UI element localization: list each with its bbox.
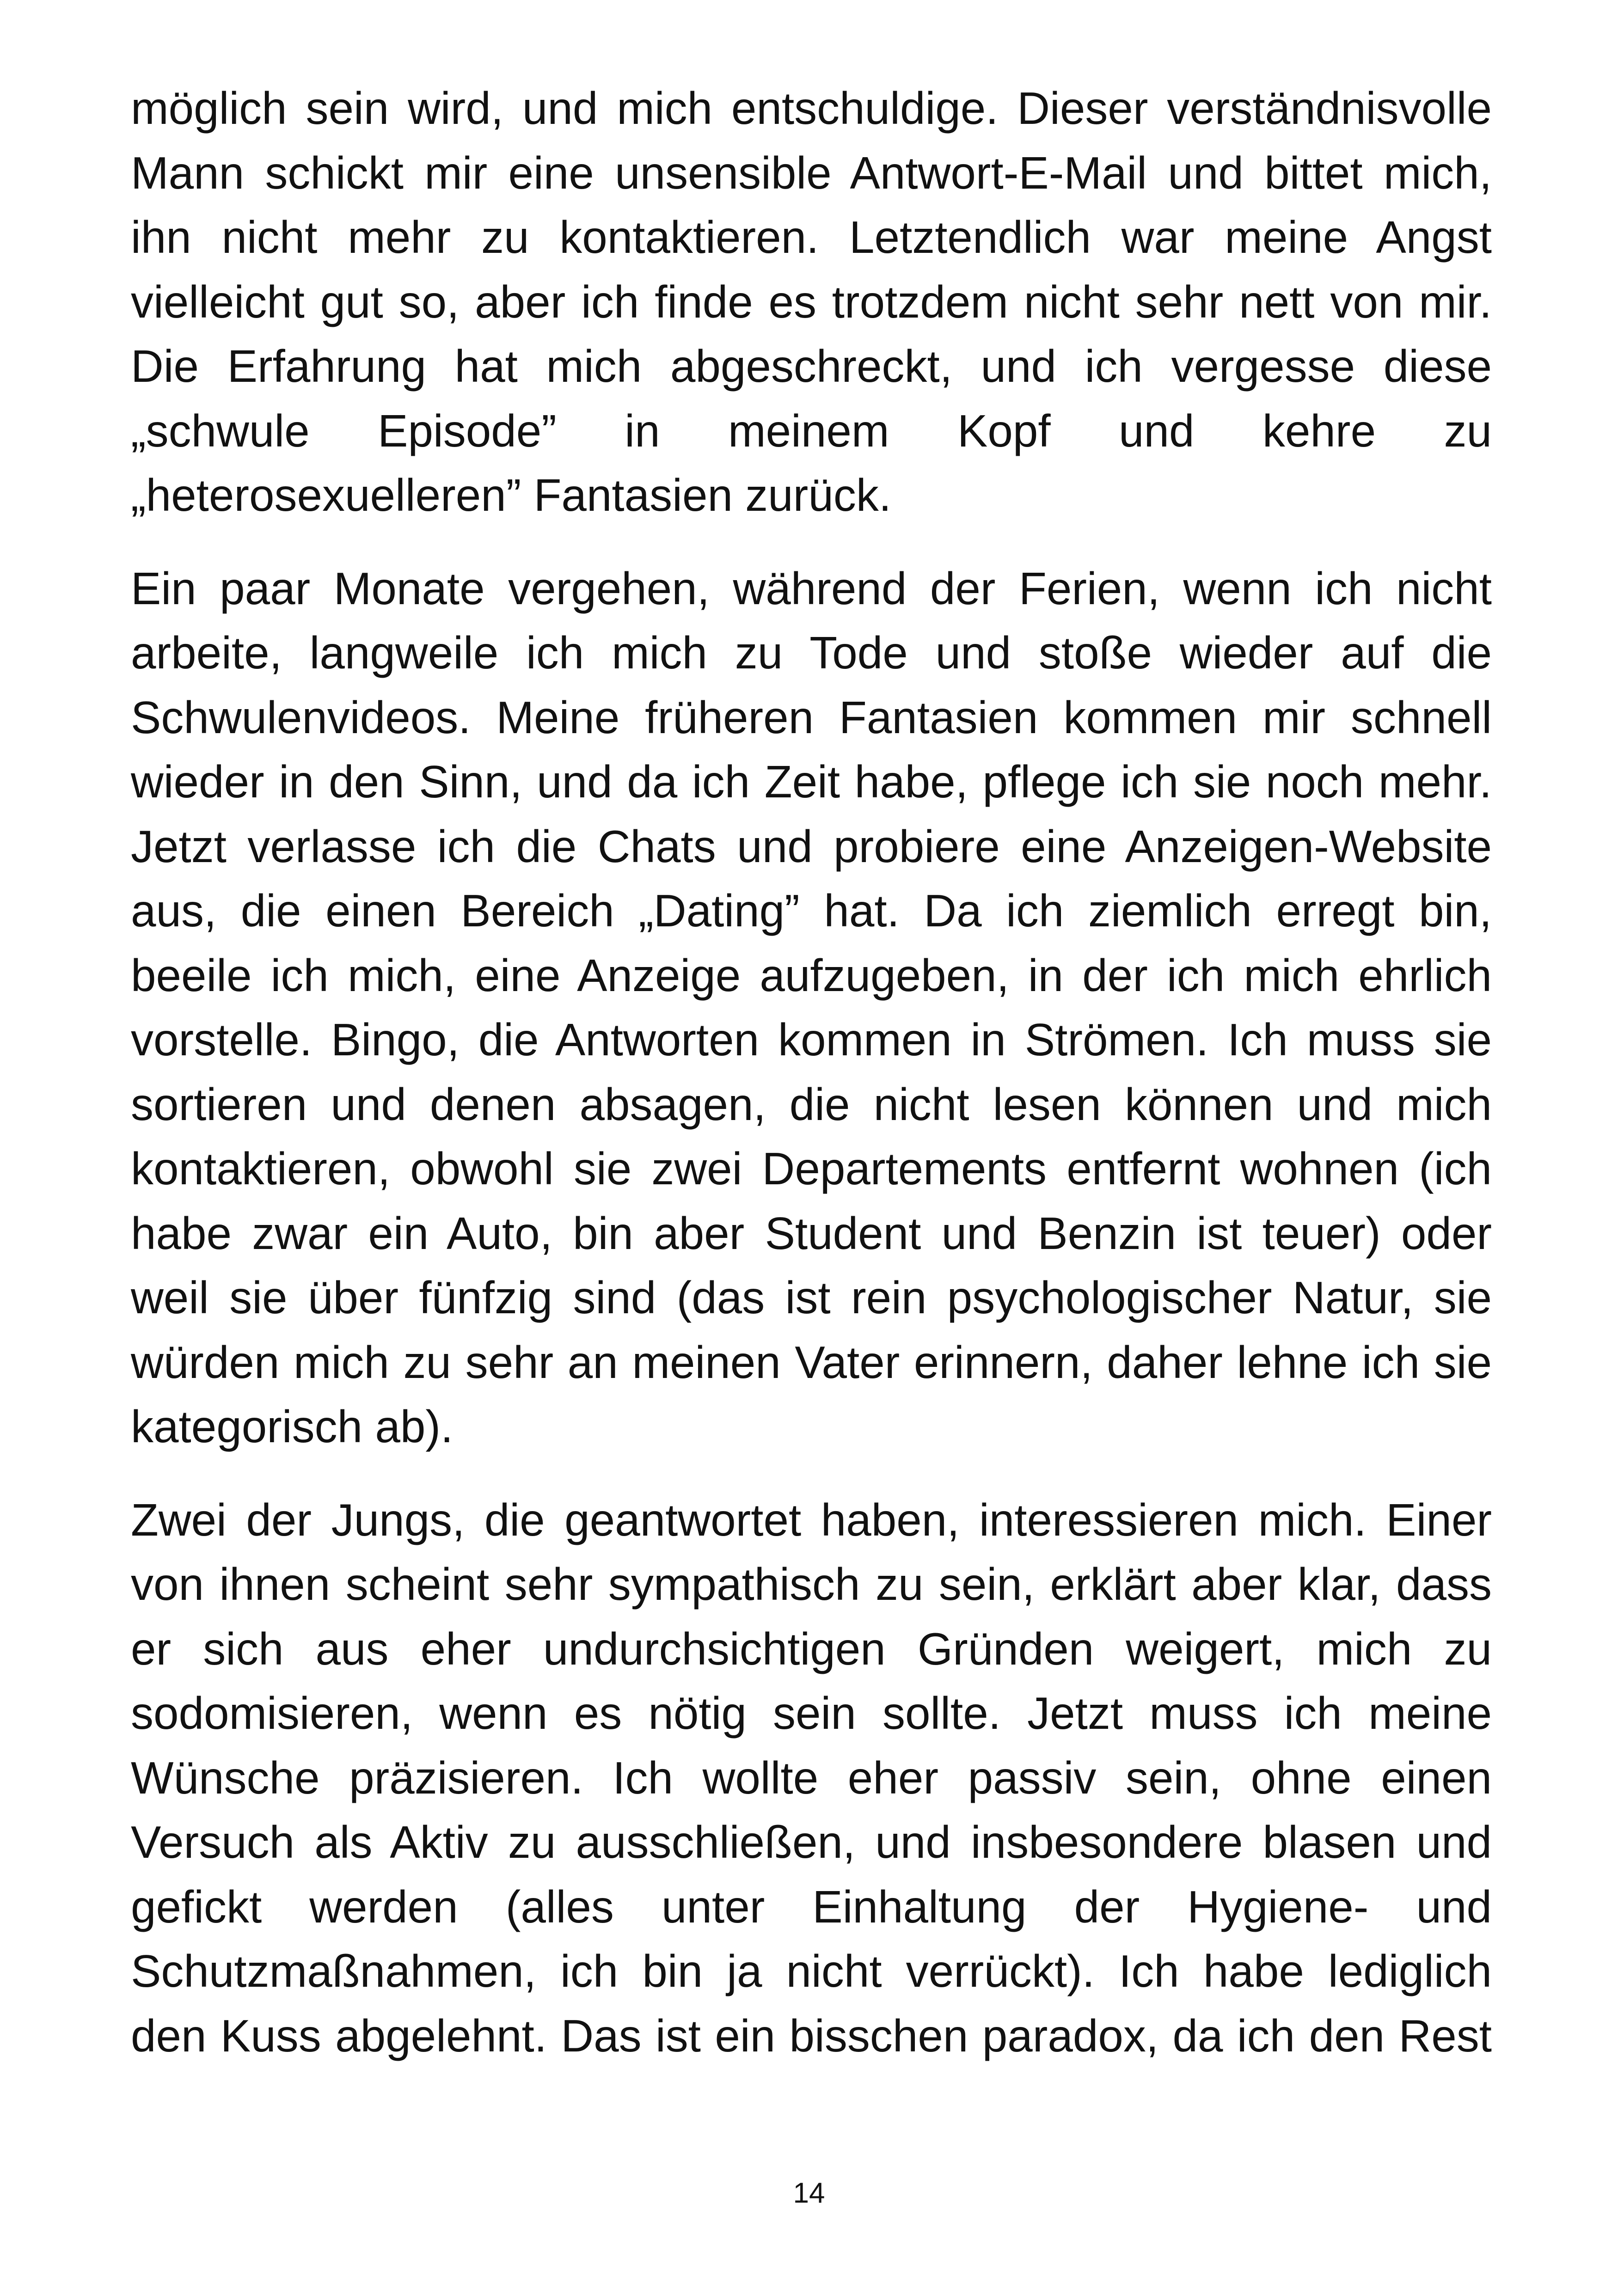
text-line: Jetzt verlasse ich die Chats und probiere eine Anzeigen-Website xyxy=(131,820,1492,872)
text-line: beeile ich mich, eine Anzeige aufzugeben, in der ich mich ehrlich xyxy=(131,949,1492,1001)
text-line: vielleicht gut so, aber ich finde es trotzdem nicht sehr nett von mir. xyxy=(131,276,1492,327)
paragraph xyxy=(131,557,1492,1459)
text-line: Schutzmaßnahmen, ich bin ja nicht verrückt). Ich habe lediglich xyxy=(131,1946,1492,1996)
text-line: würden mich zu sehr an meinen Vater erinnern, daher lehne ich sie xyxy=(131,1336,1492,1388)
text-line: Die Erfahrung hat mich abgeschreckt, und ich vergesse diese xyxy=(131,341,1492,392)
text-line: Versuch als Aktiv zu ausschließen, und insbesondere blasen und xyxy=(131,1817,1492,1867)
text-line: ihn nicht mehr zu kontaktieren. Letztendlich war meine Angst xyxy=(131,212,1492,263)
body-text xyxy=(131,76,1492,2097)
text-line: Schwulenvideos. Meine früheren Fantasien kommen mir schnell xyxy=(131,692,1492,743)
text-line: Zwei der Jungs, die geantwortet haben, interessieren mich. Einer xyxy=(131,1494,1492,1545)
text-line: sodomisieren, wenn es nötig sein sollte. Jetzt muss ich meine xyxy=(131,1688,1492,1739)
text-line: gefickt werden (alles unter Einhaltung der Hygiene- und xyxy=(131,1881,1492,1932)
text-line: arbeite, langweile ich mich zu Tode und stoße wieder auf die xyxy=(131,627,1492,678)
text-line: kategorisch ab). xyxy=(131,1401,454,1452)
text-line: möglich sein wird, und mich entschuldige. Dieser verständnisvolle xyxy=(131,83,1492,134)
text-line: Mann schickt mir eine unsensible Antwort-E-Mail und bittet mich, xyxy=(131,147,1492,198)
text-line: kontaktieren, obwohl sie zwei Departements entfernt wohnen (ich xyxy=(131,1143,1492,1194)
text-line: wieder in den Sinn, und da ich Zeit habe, pflege ich sie noch mehr. xyxy=(131,756,1492,807)
text-line: „schwule Episode” in meinem Kopf und kehre zu xyxy=(131,405,1492,456)
paragraph xyxy=(131,76,1492,528)
text-line: sortieren und denen absagen, die nicht lesen können und mich xyxy=(131,1078,1492,1130)
text-line: „heterosexuelleren” Fantasien zurück. xyxy=(131,470,892,520)
text-line: den Kuss abgelehnt. Das ist ein bisschen paradox, da ich den Rest xyxy=(131,2010,1492,2061)
text-line: weil sie über fünfzig sind (das ist rein psychologischer Natur, sie xyxy=(131,1272,1492,1323)
text-line: Ein paar Monate vergehen, während der Ferien, wenn ich nicht xyxy=(131,563,1492,614)
text-line: vorstelle. Bingo, die Antworten kommen in Strömen. Ich muss sie xyxy=(131,1014,1492,1065)
text-line: aus, die einen Bereich „Dating” hat. Da ich ziemlich erregt bin, xyxy=(131,885,1492,936)
text-line: habe zwar ein Auto, bin aber Student und Benzin ist teuer) oder xyxy=(131,1207,1492,1259)
text-line: von ihnen scheint sehr sympathisch zu sein, erklärt aber klar, dass xyxy=(131,1559,1492,1610)
page-number: 14 xyxy=(793,2177,825,2209)
text-line: Wünsche präzisieren. Ich wollte eher passiv sein, ohne einen xyxy=(131,1752,1492,1803)
paragraph xyxy=(131,1488,1492,2069)
text-line: er sich aus eher undurchsichtigen Gründen weigert, mich zu xyxy=(131,1623,1492,1674)
